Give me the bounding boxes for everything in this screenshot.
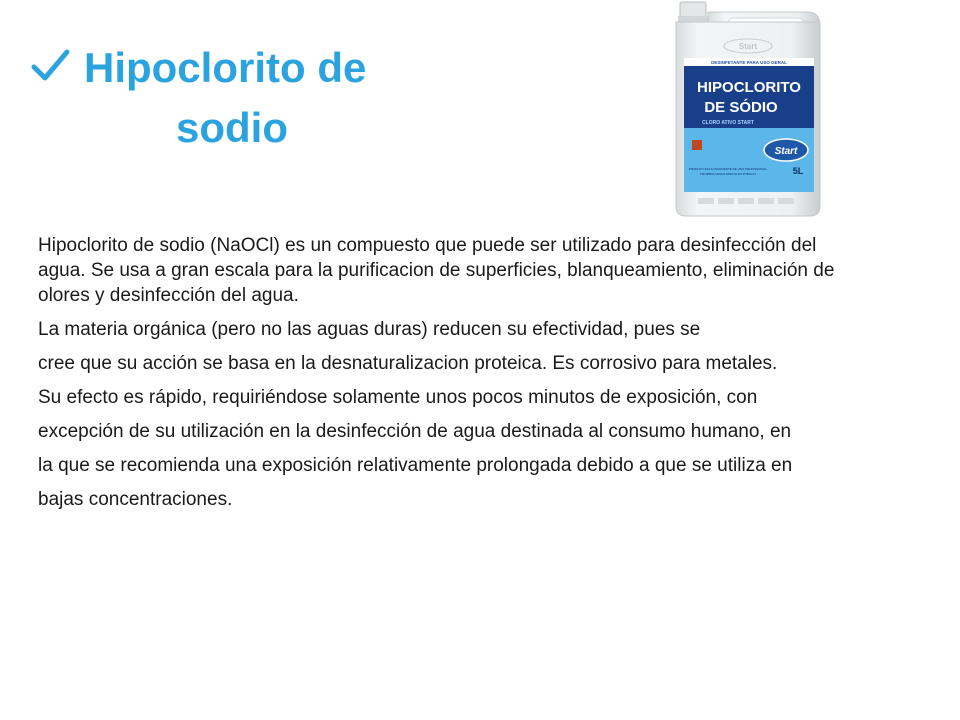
svg-text:CLORO ATIVO START: CLORO ATIVO START xyxy=(702,120,754,126)
paragraph: cree que su acción se basa en la desnaturalizacion proteica. Es corrosivo para metales. xyxy=(38,353,778,374)
product-bottle-image xyxy=(668,0,830,224)
body-text xyxy=(38,233,838,521)
title-line-2: sodio xyxy=(176,104,288,151)
slide-title xyxy=(28,38,428,158)
svg-text:DE SÓDIO: DE SÓDIO xyxy=(704,99,778,116)
paragraph: Su efecto es rápido, requiriéndose solamente unos pocos minutos de exposición, con xyxy=(38,387,758,408)
paragraph: excepción de su utilización en la desinfección de agua destinada al consumo humano, en xyxy=(38,421,792,442)
svg-text:PROIBIDA VENDA DIRETA AO PÚBLI: PROIBIDA VENDA DIRETA AO PÚBLICO xyxy=(700,172,756,176)
svg-text:Start: Start xyxy=(774,146,798,157)
title-line-1: Hipoclorito de xyxy=(84,44,367,91)
paragraph: Hipoclorito de sodio (NaOCl) es un compuesto que puede ser utilizado para desinfección del agua. Se usa a gran escala para la purificacion de superficies, blanqueamiento, eliminación de olores y desinfección del agua. xyxy=(38,235,835,306)
paragraph: La materia orgánica (pero no las aguas duras) reducen su efectividad, pues se xyxy=(38,319,701,340)
svg-text:5L: 5L xyxy=(792,166,804,176)
checkmark-icon xyxy=(28,43,72,87)
svg-text:PRODUTO EXCLUSIVAMENTE DE USO: PRODUTO EXCLUSIVAMENTE DE USO PROFISSIONAL xyxy=(688,167,768,171)
svg-text:HIPOCLORITO: HIPOCLORITO xyxy=(697,79,801,96)
svg-text:DESINFETANTE PARA USO GERAL: DESINFETANTE PARA USO GERAL xyxy=(711,60,787,65)
paragraph: la que se recomienda una exposición relativamente prolongada debido a que se utiliza en xyxy=(38,455,793,476)
svg-text:Start: Start xyxy=(738,42,758,51)
paragraph: bajas concentraciones. xyxy=(38,489,233,510)
